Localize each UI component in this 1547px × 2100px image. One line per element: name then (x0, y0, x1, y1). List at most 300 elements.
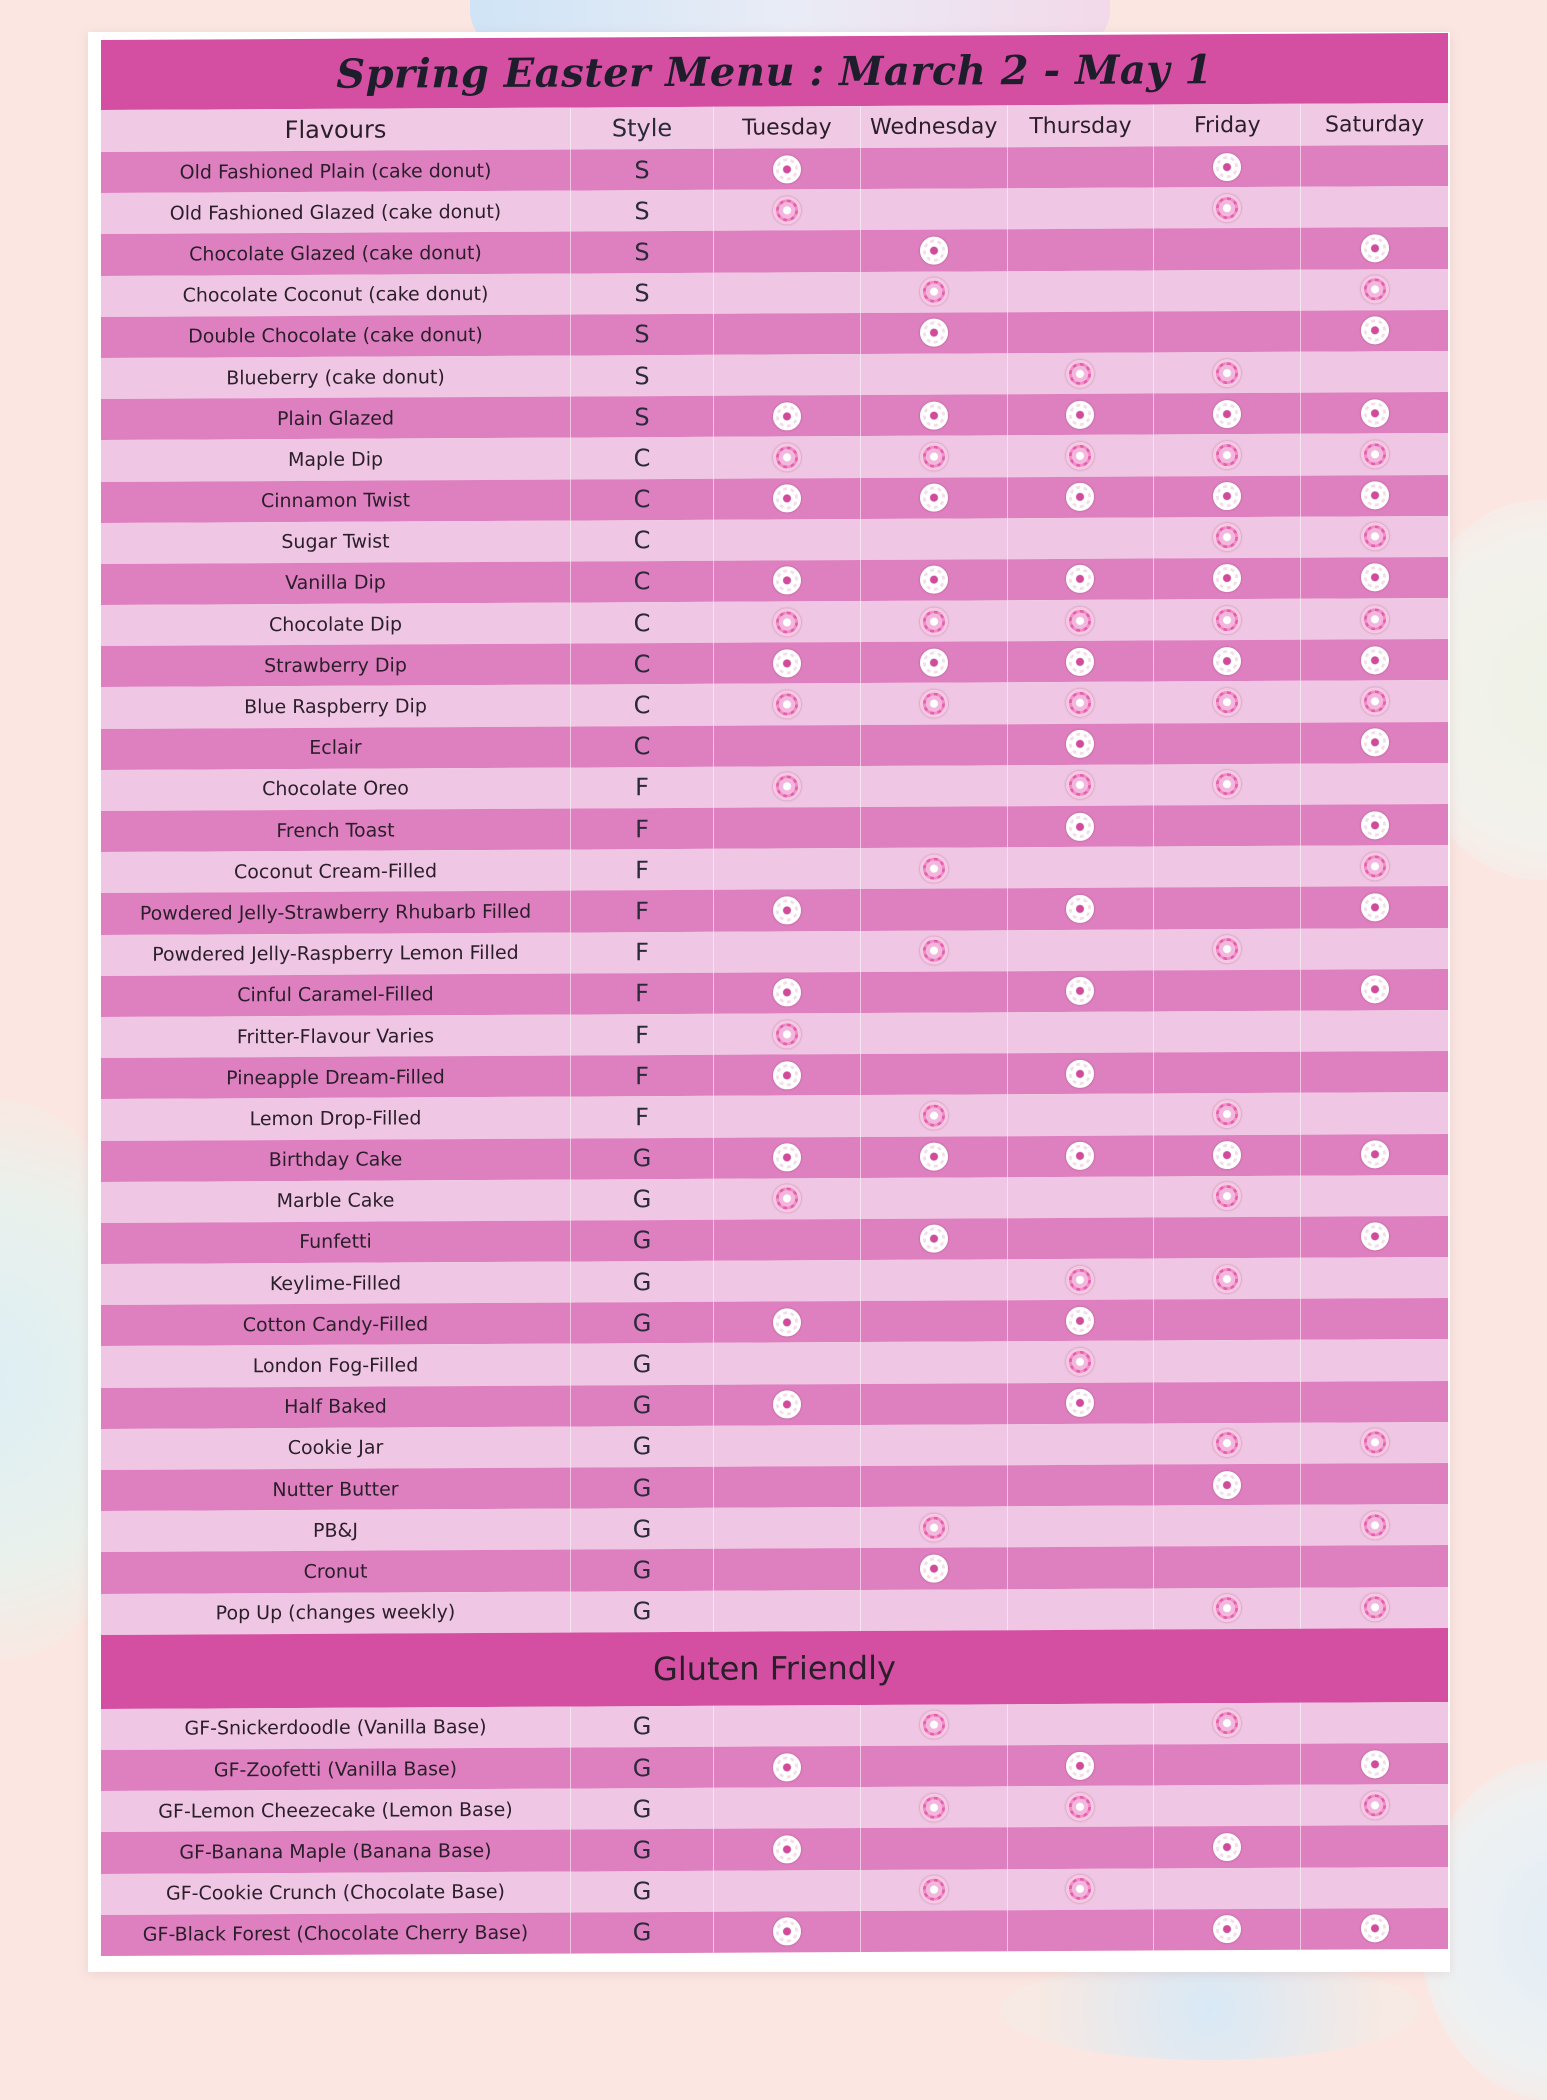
style-code: G (571, 1302, 714, 1344)
day-cell (1301, 1784, 1448, 1826)
day-cell (1301, 1051, 1448, 1093)
donut-icon (1213, 1915, 1241, 1943)
day-cell (1008, 1300, 1155, 1342)
table-row (101, 1908, 1448, 1956)
table-row (101, 1051, 1448, 1099)
day-cell (1008, 1464, 1155, 1506)
day-cell (714, 1870, 861, 1912)
day-cell (1301, 1381, 1448, 1423)
donut-icon (1213, 1471, 1241, 1499)
day-cell (714, 354, 861, 396)
day-cell (861, 1342, 1008, 1384)
donut-icon (1066, 730, 1094, 758)
table-row (101, 1866, 1448, 1914)
donut-icon (1361, 605, 1389, 633)
day-cell (1154, 1340, 1301, 1382)
day-cell (861, 930, 1008, 972)
table-row (101, 639, 1448, 687)
donut-icon (1361, 852, 1389, 880)
table-row (101, 392, 1448, 440)
day-cell (1154, 1908, 1301, 1950)
flavour-name: GF-Cookie Crunch (Chocolate Base) (101, 1871, 571, 1915)
donut-icon (1066, 1751, 1094, 1779)
day-cell (1008, 600, 1155, 642)
style-code: S (571, 149, 714, 191)
donut-icon (773, 896, 801, 924)
day-cell (1154, 228, 1301, 270)
day-cell (1154, 1505, 1301, 1547)
donut-icon (920, 648, 948, 676)
day-cell (1008, 1176, 1155, 1218)
donut-icon (1066, 812, 1094, 840)
day-cell (861, 1136, 1008, 1178)
day-cell (1154, 1587, 1301, 1629)
day-cell (1154, 310, 1301, 352)
day-cell (1008, 476, 1155, 518)
day-cell (861, 518, 1008, 560)
donut-icon (1213, 400, 1241, 428)
style-code: S (571, 396, 714, 438)
flavour-name: Blueberry (cake donut) (101, 355, 571, 399)
day-cell (1154, 434, 1301, 476)
table-row (101, 474, 1448, 522)
style-code: F (571, 890, 714, 932)
day-cell (1301, 474, 1448, 516)
table-row (101, 1298, 1448, 1346)
style-code: F (571, 1055, 714, 1097)
donut-icon (773, 608, 801, 636)
day-cell (714, 1013, 861, 1055)
day-cell (1301, 1866, 1448, 1908)
day-cell (1301, 1545, 1448, 1587)
flavour-name: Cinnamon Twist (101, 479, 571, 523)
table-row (101, 1216, 1448, 1264)
day-cell (1008, 1868, 1155, 1910)
style-code: C (571, 684, 714, 726)
header-row (101, 103, 1448, 152)
donut-icon (1213, 935, 1241, 963)
day-cell (1301, 351, 1448, 393)
flavour-name: Blue Raspberry Dip (101, 685, 571, 729)
donut-icon (773, 155, 801, 183)
day-cell (1154, 1785, 1301, 1827)
day-cell (861, 188, 1008, 230)
donut-icon (1361, 564, 1389, 592)
menu-title: Spring Easter Menu : March 2 - May 1 (336, 45, 1213, 98)
donut-icon (920, 442, 948, 470)
day-cell (1301, 1825, 1448, 1867)
menu-sheet (101, 33, 1448, 1964)
day-cell (1008, 1506, 1155, 1548)
donut-icon (920, 937, 948, 965)
flavour-name: Plain Glazed (101, 397, 571, 441)
day-cell (714, 848, 861, 890)
day-cell (1301, 227, 1448, 269)
donut-icon (1066, 1348, 1094, 1376)
day-cell (1008, 394, 1155, 436)
day-cell (1008, 517, 1155, 559)
table-row (101, 680, 1448, 728)
donut-icon (1213, 523, 1241, 551)
day-cell (1154, 599, 1301, 641)
header-saturday: Saturday (1325, 111, 1425, 138)
day-cell (1154, 187, 1301, 229)
style-code: F (571, 931, 714, 973)
donut-icon (1066, 483, 1094, 511)
style-code: C (571, 643, 714, 685)
day-cell (1154, 1093, 1301, 1135)
donut-icon (1213, 194, 1241, 222)
day-cell (1154, 681, 1301, 723)
day-cell (1154, 1826, 1301, 1868)
day-cell (861, 971, 1008, 1013)
day-cell (1008, 311, 1155, 353)
day-cell (1008, 229, 1155, 271)
day-cell (1008, 641, 1155, 683)
day-cell (1154, 764, 1301, 806)
header-flavours: Flavours (101, 108, 571, 152)
day-cell (1008, 1053, 1155, 1095)
day-cell (861, 1424, 1008, 1466)
flavour-name: PB&J (101, 1509, 571, 1553)
day-cell (1008, 1217, 1155, 1259)
day-cell (1154, 1217, 1301, 1259)
day-cell (714, 1219, 861, 1261)
donut-icon (920, 1513, 948, 1541)
day-cell (1008, 1094, 1155, 1136)
donut-icon (1361, 1429, 1389, 1457)
table-row (101, 1257, 1448, 1305)
donut-icon (1361, 1140, 1389, 1168)
table-row (101, 1381, 1448, 1429)
flavour-name: GF-Banana Maple (Banana Base) (101, 1830, 571, 1874)
donut-icon (1361, 523, 1389, 551)
day-cell (1301, 763, 1448, 805)
style-code: C (571, 437, 714, 479)
day-cell (861, 889, 1008, 931)
day-cell (861, 1095, 1008, 1137)
day-cell (714, 272, 861, 314)
day-cell (1008, 1827, 1155, 1869)
table-row (101, 1463, 1448, 1511)
donut-icon (920, 607, 948, 635)
style-code: G (571, 1178, 714, 1220)
day-cell (1154, 1546, 1301, 1588)
day-cell (1008, 888, 1155, 930)
style-code: S (571, 272, 714, 314)
day-cell (714, 1746, 861, 1788)
table-row (101, 1825, 1448, 1873)
style-code: G (571, 1343, 714, 1385)
table-row (101, 1422, 1448, 1470)
table-row (101, 269, 1448, 317)
donut-icon (1066, 648, 1094, 676)
table-row (101, 145, 1448, 193)
day-cell (1154, 640, 1301, 682)
day-cell (714, 1301, 861, 1343)
table-row (101, 1175, 1448, 1223)
donut-icon (773, 649, 801, 677)
flavour-name: Old Fashioned Glazed (cake donut) (101, 191, 571, 235)
day-cell (1154, 1867, 1301, 1909)
donut-icon (773, 1835, 801, 1863)
donut-icon (1066, 606, 1094, 634)
header-thursday: Thursday (1008, 104, 1155, 147)
donut-icon (920, 1793, 948, 1821)
flavour-name: GF-Zoofetti (Vanilla Base) (101, 1747, 571, 1791)
day-cell (861, 1177, 1008, 1219)
day-cell (714, 972, 861, 1014)
donut-icon (1066, 895, 1094, 923)
donut-icon (920, 690, 948, 718)
style-code: G (571, 1467, 714, 1509)
style-code: G (571, 1747, 714, 1789)
donut-icon (1213, 1594, 1241, 1622)
donut-icon (773, 773, 801, 801)
donut-icon (1066, 1875, 1094, 1903)
donut-icon (1361, 646, 1389, 674)
donut-icon (1361, 1915, 1389, 1943)
day-cell (1301, 1133, 1448, 1175)
day-cell (1301, 1587, 1448, 1629)
flavour-name: Old Fashioned Plain (cake donut) (101, 150, 571, 194)
table-row (101, 1743, 1448, 1791)
day-cell (1008, 1382, 1155, 1424)
flavour-name: Cookie Jar (101, 1426, 571, 1470)
table-row (101, 1545, 1448, 1593)
day-cell (861, 1012, 1008, 1054)
header-style: Style (571, 107, 714, 150)
day-cell (1154, 1423, 1301, 1465)
style-code: F (571, 849, 714, 891)
table-row (101, 804, 1448, 852)
table-row (101, 516, 1448, 564)
day-cell (714, 1466, 861, 1508)
day-cell (1301, 145, 1448, 187)
donut-icon (1213, 1141, 1241, 1169)
table-row (101, 722, 1448, 770)
day-cell (1154, 352, 1301, 394)
style-code: G (571, 1508, 714, 1550)
donut-icon (773, 1061, 801, 1089)
style-code: G (571, 1220, 714, 1262)
donut-icon (1066, 1389, 1094, 1417)
table-row (101, 433, 1448, 481)
day-cell (1008, 1703, 1155, 1745)
flavour-name: Lemon Drop-Filled (101, 1097, 571, 1141)
flavour-name: GF-Snickerdoodle (Vanilla Base) (101, 1706, 571, 1750)
donut-icon (1066, 1060, 1094, 1088)
day-cell (1008, 352, 1155, 394)
day-cell (714, 601, 861, 643)
donut-icon (1361, 481, 1389, 509)
day-cell (861, 1301, 1008, 1343)
day-cell (714, 519, 861, 561)
table-row (101, 1784, 1448, 1832)
day-cell (1301, 1339, 1448, 1381)
day-cell (1008, 682, 1155, 724)
flavour-name: French Toast (101, 809, 571, 853)
day-cell (1301, 1092, 1448, 1134)
flavour-name: Pop Up (changes weekly) (101, 1591, 571, 1635)
table-row (101, 557, 1448, 605)
table-row (101, 928, 1448, 976)
flavour-name: Birthday Cake (101, 1138, 571, 1182)
donut-icon (1361, 1511, 1389, 1539)
day-cell (714, 725, 861, 767)
style-code: F (571, 1014, 714, 1056)
donut-icon (920, 278, 948, 306)
table-row (101, 886, 1448, 934)
background-blob (1000, 1960, 1420, 2060)
header-wednesday: Wednesday (861, 105, 1008, 148)
table-row (101, 1702, 1448, 1750)
table-row (101, 1092, 1448, 1140)
day-cell (1154, 887, 1301, 929)
donut-icon (773, 1143, 801, 1171)
style-code: F (571, 767, 714, 809)
donut-icon (920, 237, 948, 265)
style-code: S (571, 314, 714, 356)
day-cell (1301, 1743, 1448, 1785)
day-cell (714, 189, 861, 231)
day-cell (714, 642, 861, 684)
style-code: G (571, 1426, 714, 1468)
day-cell (861, 1506, 1008, 1548)
donut-icon (1066, 1142, 1094, 1170)
day-cell (1301, 1175, 1448, 1217)
donut-icon (1213, 770, 1241, 798)
flavour-name: Chocolate Glazed (cake donut) (101, 232, 571, 276)
day-cell (714, 1178, 861, 1220)
table-row (101, 1587, 1448, 1635)
donut-icon (1361, 893, 1389, 921)
day-cell (714, 148, 861, 190)
day-cell (861, 683, 1008, 725)
day-cell (1008, 435, 1155, 477)
donut-icon (920, 1555, 948, 1583)
day-cell (861, 353, 1008, 395)
day-cell (1301, 680, 1448, 722)
day-cell (1154, 846, 1301, 888)
day-cell (1154, 1744, 1301, 1786)
day-cell (861, 230, 1008, 272)
day-cell (1008, 970, 1155, 1012)
day-cell (1154, 928, 1301, 970)
day-cell (861, 1259, 1008, 1301)
donut-icon (1361, 1223, 1389, 1251)
donut-icon (1213, 482, 1241, 510)
day-cell (1008, 723, 1155, 765)
day-cell (1301, 1504, 1448, 1546)
donut-icon (920, 566, 948, 594)
table-row (101, 763, 1448, 811)
day-cell (1008, 1135, 1155, 1177)
day-cell (714, 931, 861, 973)
donut-icon (773, 1391, 801, 1419)
style-code: C (571, 602, 714, 644)
donut-icon (1361, 811, 1389, 839)
day-cell (1301, 1702, 1448, 1744)
day-cell (1154, 516, 1301, 558)
donut-icon (920, 1101, 948, 1129)
title-bar (101, 33, 1448, 110)
donut-icon (1213, 1265, 1241, 1293)
donut-icon (1213, 1833, 1241, 1861)
donut-icon (1066, 1265, 1094, 1293)
day-cell (714, 807, 861, 849)
day-cell (861, 147, 1008, 189)
day-cell (714, 766, 861, 808)
day-cell (1008, 1259, 1155, 1301)
donut-icon (1066, 359, 1094, 387)
donut-icon (920, 319, 948, 347)
donut-icon (773, 1918, 801, 1946)
donut-icon (1361, 399, 1389, 427)
table-row (101, 845, 1448, 893)
header-friday: Friday (1154, 104, 1301, 147)
day-cell (1154, 1381, 1301, 1423)
donut-icon (773, 979, 801, 1007)
day-cell (861, 271, 1008, 313)
day-cell (714, 1590, 861, 1632)
day-cell (1154, 1052, 1301, 1094)
donut-icon (920, 1143, 948, 1171)
donut-icon (773, 690, 801, 718)
donut-icon (1066, 977, 1094, 1005)
day-cell (861, 1828, 1008, 1870)
donut-icon (1066, 1307, 1094, 1335)
flavour-name: Chocolate Oreo (101, 767, 571, 811)
day-cell (861, 1548, 1008, 1590)
day-cell (1154, 1299, 1301, 1341)
style-code: F (571, 973, 714, 1015)
day-cell (1301, 269, 1448, 311)
flavour-name: Cotton Candy-Filled (101, 1303, 571, 1347)
donut-icon (773, 1020, 801, 1048)
flavour-name: Cronut (101, 1550, 571, 1594)
flavour-name: Chocolate Dip (101, 603, 571, 647)
day-cell (1301, 1216, 1448, 1258)
day-cell (1008, 805, 1155, 847)
flavour-name: Coconut Cream-Filled (101, 850, 571, 894)
donut-icon (1361, 317, 1389, 345)
donut-icon (1066, 442, 1094, 470)
donut-icon (773, 1753, 801, 1781)
flavour-name: Maple Dip (101, 438, 571, 482)
day-cell (861, 765, 1008, 807)
header-tuesday: Tuesday (714, 106, 861, 149)
day-cell (714, 1425, 861, 1467)
donut-icon (773, 1308, 801, 1336)
donut-icon (1213, 1709, 1241, 1737)
table-row (101, 969, 1448, 1017)
donut-icon (1361, 728, 1389, 756)
day-cell (1008, 1547, 1155, 1589)
style-code: C (571, 519, 714, 561)
gluten-section-title: Gluten Friendly (653, 1648, 896, 1688)
donut-icon (920, 1225, 948, 1253)
day-cell (714, 1137, 861, 1179)
day-cell (1301, 598, 1448, 640)
day-cell (861, 477, 1008, 519)
day-cell (714, 1054, 861, 1096)
style-code: C (571, 725, 714, 767)
donut-icon (920, 1711, 948, 1739)
day-cell (1301, 804, 1448, 846)
donut-icon (1361, 687, 1389, 715)
day-cell (1154, 1258, 1301, 1300)
